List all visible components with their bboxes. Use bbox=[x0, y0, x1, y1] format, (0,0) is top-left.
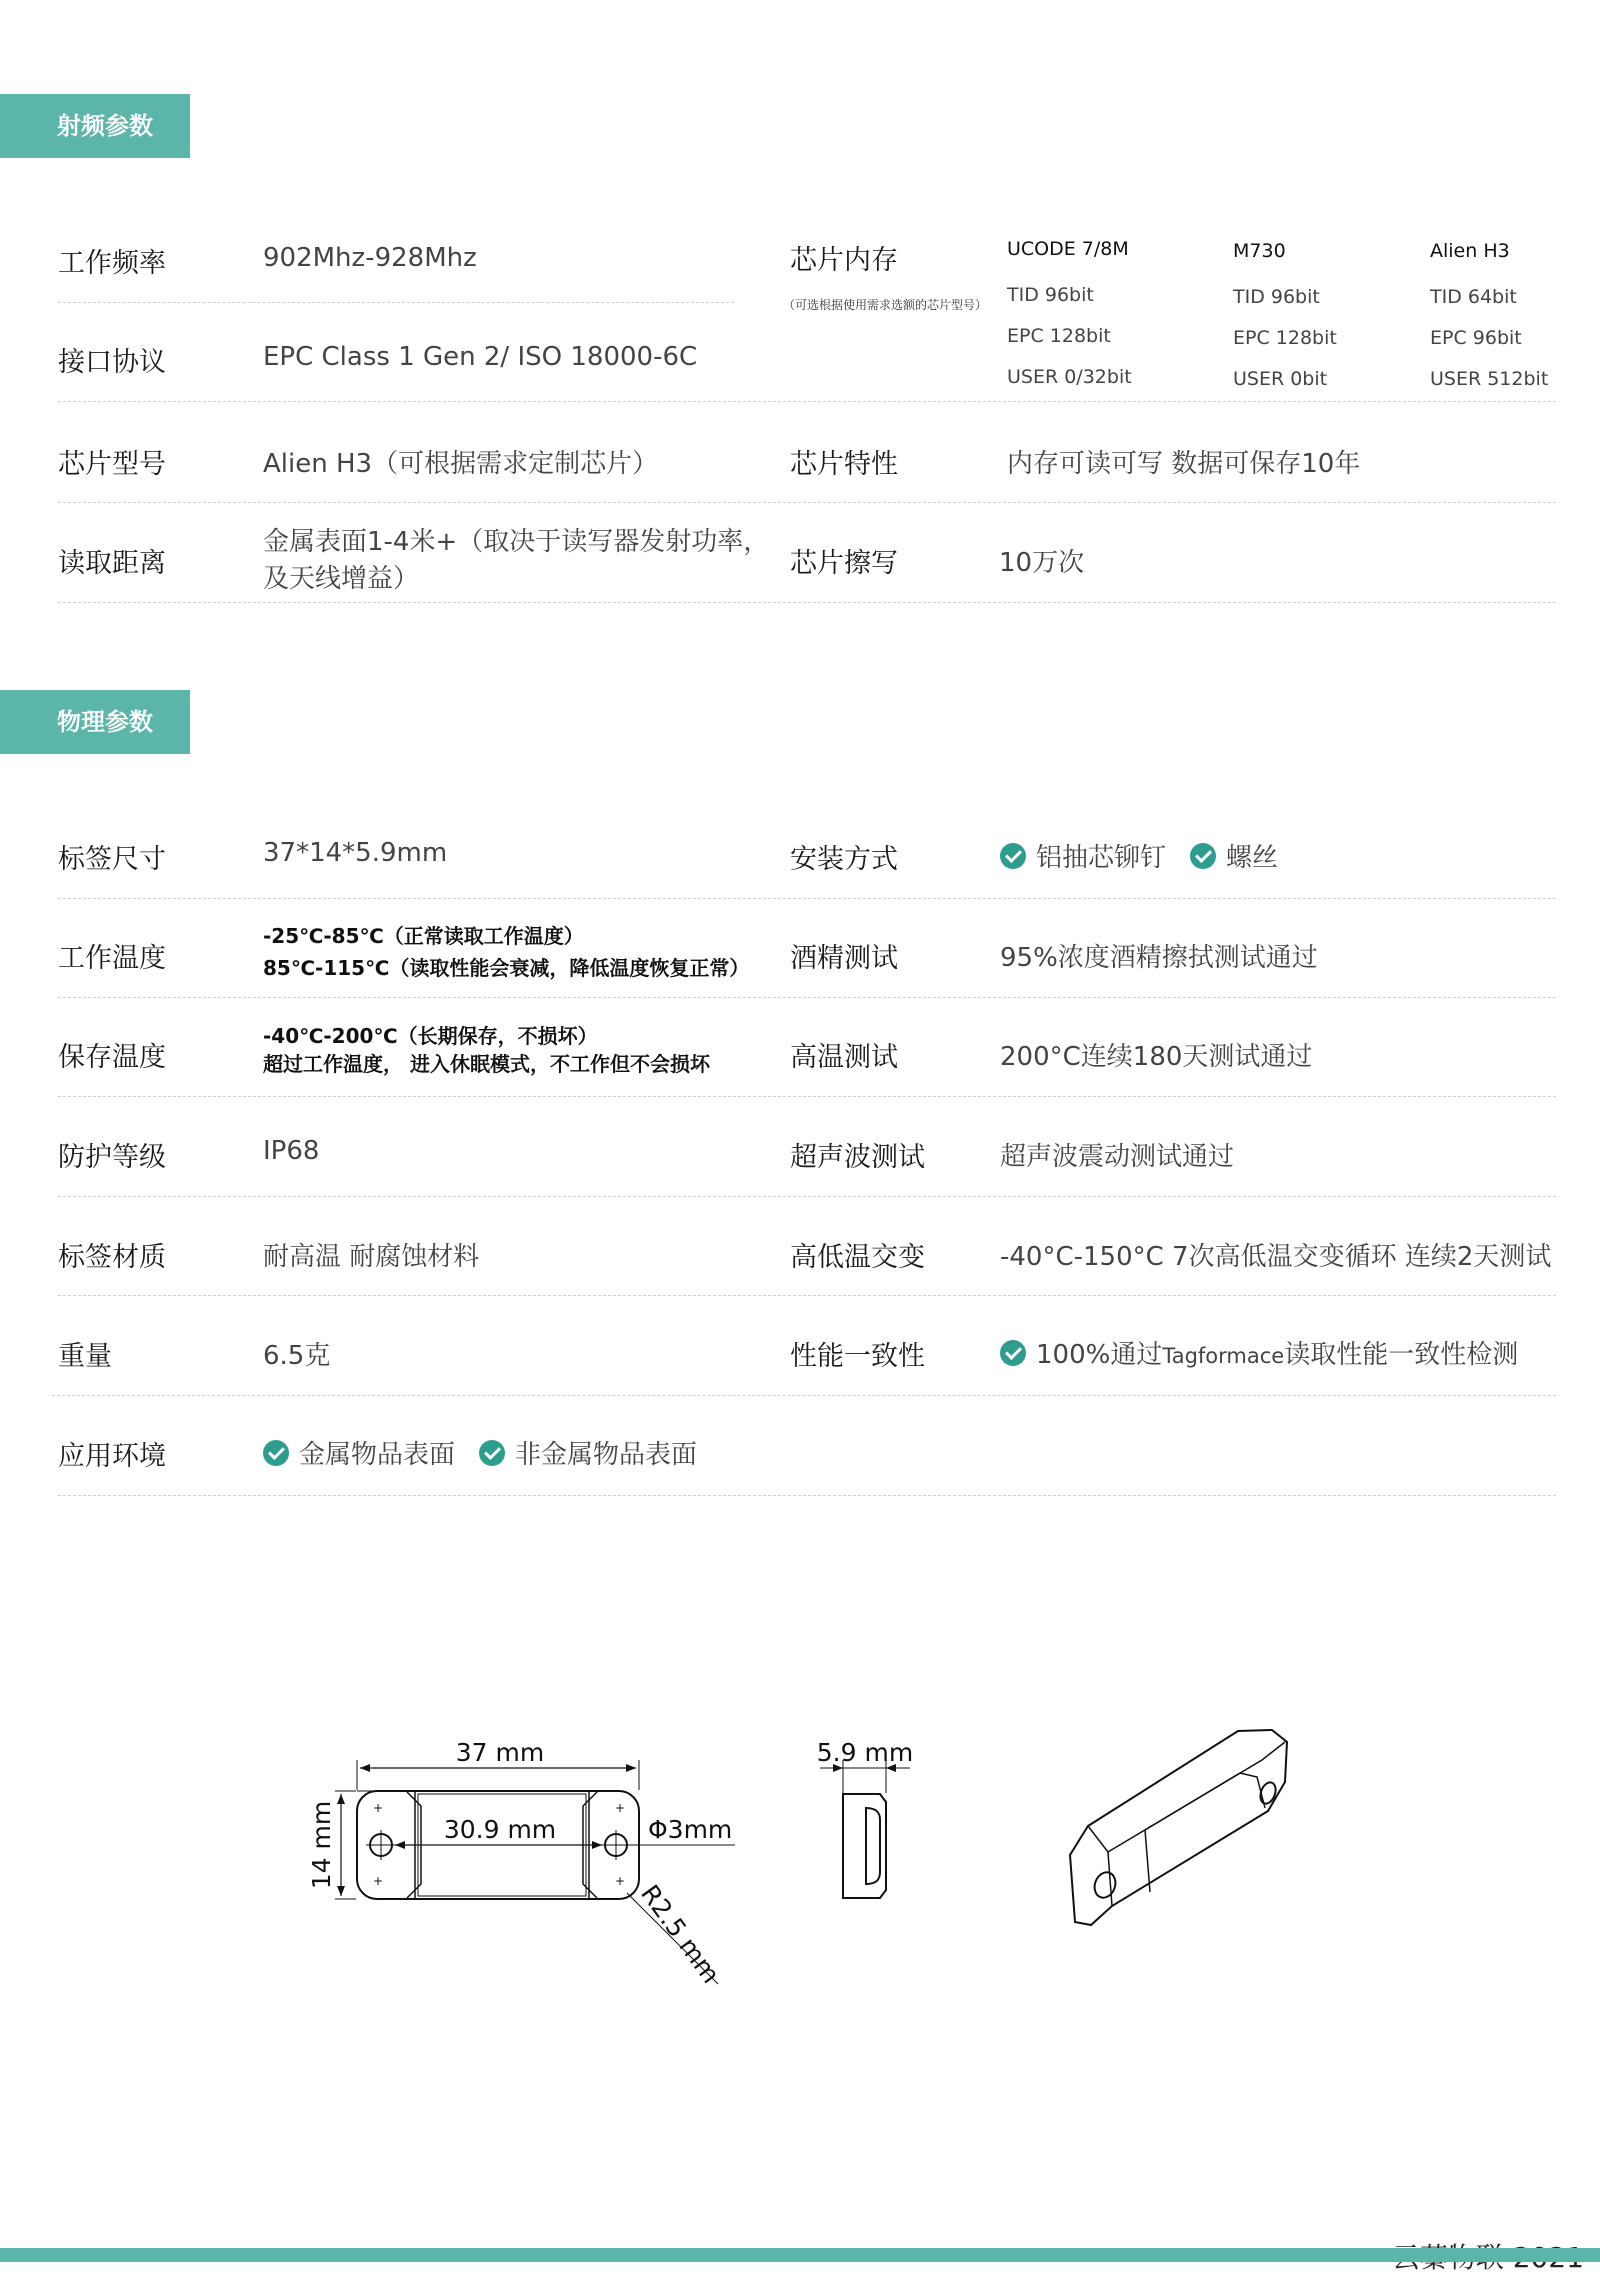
divider bbox=[58, 997, 1556, 998]
weight-value: 6.5克 bbox=[263, 1341, 331, 1371]
divider bbox=[58, 1196, 1556, 1197]
front-view bbox=[307, 1738, 735, 1989]
install-option-rivet: 铝抽芯铆钉 bbox=[1036, 843, 1167, 873]
chip-write-label: 芯片擦写 bbox=[790, 548, 898, 579]
work-temp-value-line1: -25℃-85℃（正常读取工作温度） bbox=[263, 924, 584, 948]
memory-chip-epc: EPC 128bit bbox=[1007, 325, 1111, 347]
dim-radius-text: R2.5 mm bbox=[635, 1879, 726, 1989]
ip-value: IP68 bbox=[263, 1136, 320, 1166]
svg-text:+: + bbox=[373, 1801, 384, 1815]
protocol-value: EPC Class 1 Gen 2/ ISO 18000-6C bbox=[263, 342, 698, 372]
divider bbox=[58, 1295, 1556, 1296]
work-temp-label: 工作温度 bbox=[58, 943, 166, 974]
work-temp-value-line2: 85℃-115℃（读取性能会衰减，降低温度恢复正常） bbox=[263, 956, 750, 980]
alcohol-value: 95%浓度酒精擦拭测试通过 bbox=[1000, 943, 1318, 973]
env-label: 应用环境 bbox=[58, 1441, 166, 1472]
dim-inner-text: 30.9 mm bbox=[443, 1815, 557, 1844]
read-range-label: 读取距离 bbox=[58, 548, 166, 579]
dim-thickness-text: 5.9 mm bbox=[816, 1738, 914, 1767]
consistency-label: 性能一致性 bbox=[790, 1341, 925, 1372]
ip-label: 防护等级 bbox=[58, 1142, 166, 1173]
freq-label: 工作频率 bbox=[58, 248, 166, 279]
size-label: 标签尺寸 bbox=[58, 844, 166, 875]
check-icon bbox=[1000, 1340, 1026, 1366]
chip-model-value: Alien H3（可根据需求定制芯片） bbox=[263, 449, 659, 479]
material-label: 标签材质 bbox=[58, 1242, 166, 1273]
consistency-text-brand: Tagformace bbox=[1162, 1344, 1285, 1368]
chip-feature-value: 内存可读可写 数据可保存10年 bbox=[1007, 449, 1361, 479]
check-icon bbox=[1190, 843, 1216, 869]
dim-height-text: 14 mm bbox=[307, 1800, 336, 1890]
isometric-view bbox=[1070, 1730, 1287, 1925]
chip-feature-label: 芯片特性 bbox=[790, 449, 898, 480]
divider bbox=[58, 602, 1556, 603]
check-icon bbox=[1000, 843, 1026, 869]
divider bbox=[58, 502, 1556, 503]
install-options bbox=[1000, 837, 1278, 874]
chip-model-label: 芯片型号 bbox=[58, 449, 166, 480]
divider bbox=[58, 401, 1556, 402]
phys-section-title: 物理参数 bbox=[0, 690, 190, 754]
heat-test-value: 200°C连续180天测试通过 bbox=[1000, 1042, 1313, 1072]
env-options bbox=[263, 1434, 697, 1471]
side-view bbox=[817, 1738, 913, 1898]
memory-chip-tid: TID 96bit bbox=[1007, 284, 1094, 306]
check-icon bbox=[263, 1440, 289, 1466]
weight-label: 重量 bbox=[58, 1341, 112, 1372]
divider bbox=[52, 1395, 1556, 1396]
thermal-cycle-value: -40°C-150°C 7次高低温交变循环 连续2天测试 bbox=[1000, 1242, 1552, 1272]
memory-chip-epc: EPC 128bit bbox=[1233, 327, 1337, 349]
ultrasonic-value: 超声波震动测试通过 bbox=[1000, 1142, 1235, 1172]
divider bbox=[58, 1096, 1556, 1097]
consistency-value bbox=[1000, 1334, 1518, 1371]
thermal-cycle-label: 高低温交变 bbox=[790, 1242, 925, 1273]
install-label: 安装方式 bbox=[790, 844, 898, 875]
dim-length-text: 37 mm bbox=[455, 1738, 545, 1767]
memory-chip-tid: TID 96bit bbox=[1233, 286, 1320, 308]
memory-chip-user: USER 0bit bbox=[1233, 368, 1328, 390]
divider bbox=[58, 898, 1556, 899]
store-temp-value-line1: -40℃-200℃（长期保存，不损坏） bbox=[263, 1024, 598, 1048]
chip-write-value: 10万次 bbox=[999, 548, 1085, 578]
read-range-value-line2: 及天线增益） bbox=[263, 564, 420, 594]
footer-bar bbox=[0, 2248, 1600, 2262]
store-temp-label: 保存温度 bbox=[58, 1042, 166, 1073]
svg-text:+: + bbox=[615, 1874, 626, 1888]
memory-label: 芯片内存 bbox=[790, 245, 898, 276]
material-value: 耐高温 耐腐蚀材料 bbox=[263, 1242, 480, 1272]
store-temp-value-line2: 超过工作温度， 进入休眠模式，不工作但不会损坏 bbox=[263, 1052, 710, 1076]
svg-text:+: + bbox=[615, 1801, 626, 1815]
memory-chip-tid: TID 64bit bbox=[1430, 286, 1517, 308]
memory-chip-epc: EPC 96bit bbox=[1430, 327, 1522, 349]
env-option-nonmetal: 非金属物品表面 bbox=[515, 1440, 698, 1470]
memory-chip-user: USER 0/32bit bbox=[1007, 366, 1132, 388]
protocol-label: 接口协议 bbox=[58, 347, 166, 378]
divider bbox=[58, 1495, 1556, 1496]
read-range-value-line1: 金属表面1-4米+（取决于读写器发射功率， bbox=[263, 527, 770, 557]
svg-text:+: + bbox=[373, 1874, 384, 1888]
dim-hole-text: Φ3mm bbox=[648, 1815, 733, 1844]
tag-technical-drawing bbox=[0, 1700, 1600, 2020]
memory-chip-name: UCODE 7/8M bbox=[1007, 238, 1129, 260]
size-value: 37*14*5.9mm bbox=[263, 838, 448, 868]
rf-section-title: 射频参数 bbox=[0, 94, 190, 158]
heat-test-label: 高温测试 bbox=[790, 1042, 898, 1073]
freq-value: 902Mhz-928Mhz bbox=[263, 243, 477, 273]
divider bbox=[58, 302, 734, 303]
alcohol-label: 酒精测试 bbox=[790, 943, 898, 974]
memory-chip-user: USER 512bit bbox=[1430, 368, 1549, 390]
check-icon bbox=[479, 1440, 505, 1466]
memory-chip-name: M730 bbox=[1233, 240, 1286, 262]
memory-chip-name: Alien H3 bbox=[1430, 240, 1510, 262]
consistency-text-c: 读取性能一致性检测 bbox=[1284, 1340, 1519, 1370]
ultrasonic-label: 超声波测试 bbox=[790, 1142, 925, 1173]
install-option-screw: 螺丝 bbox=[1226, 843, 1279, 873]
env-option-metal: 金属物品表面 bbox=[299, 1440, 456, 1470]
consistency-text-a: 100%通过 bbox=[1036, 1340, 1163, 1370]
memory-note: （可选根据使用需求选额的芯片型号） bbox=[783, 298, 988, 312]
